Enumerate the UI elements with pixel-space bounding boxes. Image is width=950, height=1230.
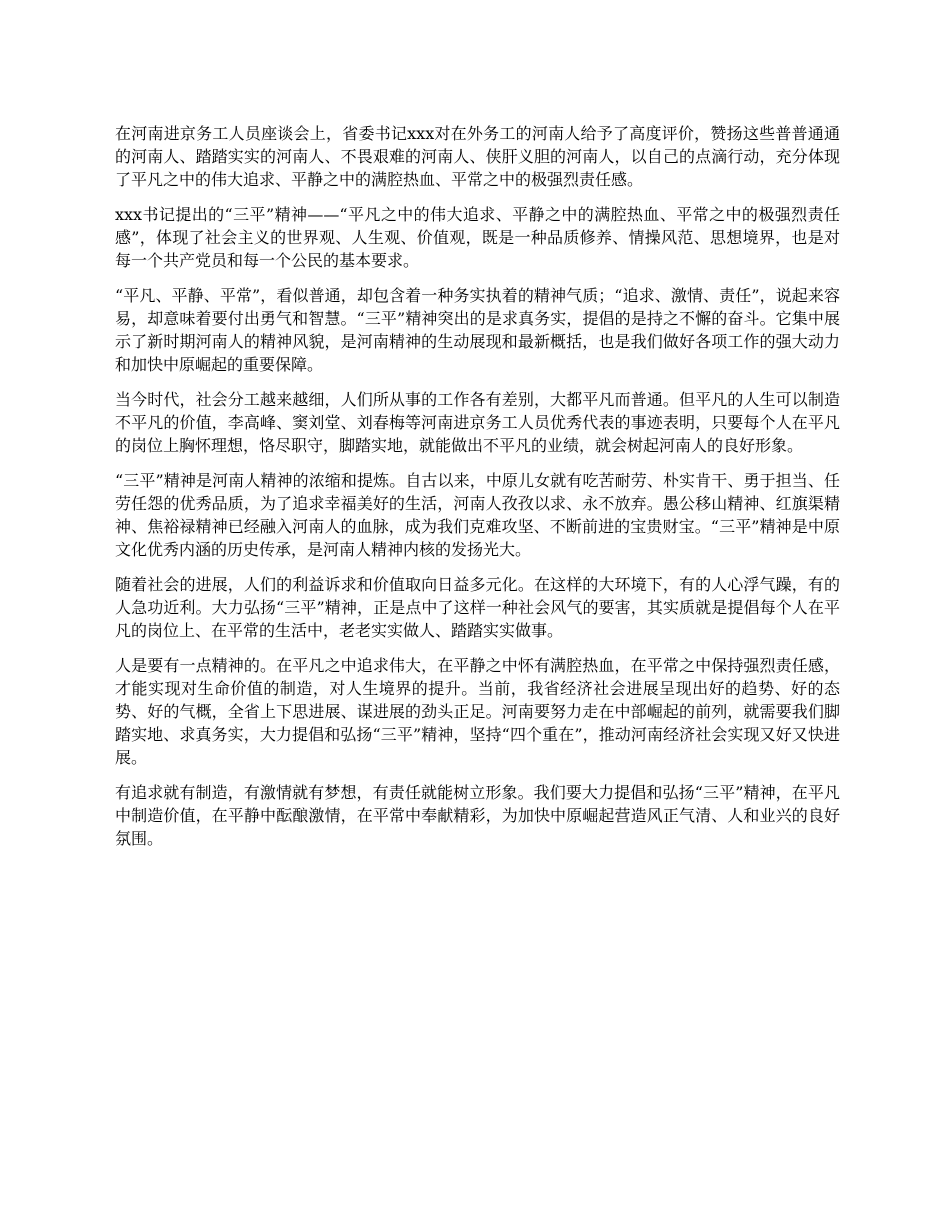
paragraph-2: xxx书记提出的“三平”精神——“平凡之中的伟大追求、平静之中的满腔热血、平常之中的极强烈责任感”，体现了社会主义的世界观、人生观、价值观，既是一种品质修养、情操风范、思想境界，也是对每一个共产党员和每一个公民的基本要求。 [115, 205, 840, 270]
paragraph-5: “三平”精神是河南人精神的浓缩和提炼。自古以来，中原儿女就有吃苦耐劳、朴实肯干、勇于担当、任劳任怨的优秀品质，为了追求幸福美好的生活，河南人孜孜以求、永不放弃。愚公移山精神、红旗渠精神、焦裕禄精神已经融入河南人的血脉，成为我们克难攻坚、不断前进的宝贵财宝。“三平”精神是中原文化优秀内涵的历史传承，是河南人精神内核的发扬光大。 [115, 471, 840, 559]
document-page [115, 122, 840, 862]
paragraph-7: 人是要有一点精神的。在平凡之中追求伟大，在平静之中怀有满腔热血，在平常之中保持强烈责任感，才能实现对生命价值的制造，对人生境界的提升。当前，我省经济社会进展呈现出好的趋势、好的态势、好的气概，全省上下思进展、谋进展的劲头正足。河南要努力走在中部崛起的前列，就需要我们脚踏实地、求真务实，大力提倡和弘扬“三平”精神，坚持“四个重在”，推动河南经济社会实现又好又快进展。 [115, 656, 840, 767]
paragraph-1: 在河南进京务工人员座谈会上，省委书记xxx对在外务工的河南人给予了高度评价，赞扬这些普普通通的河南人、踏踏实实的河南人、不畏艰难的河南人、侠肝义胆的河南人，以自己的点滴行动，充分体现了平凡之中的伟大追求、平静之中的满腔热血、平常之中的极强烈责任感。 [115, 124, 840, 189]
paragraph-4: 当今时代，社会分工越来越细，人们所从事的工作各有差别，大都平凡而普通。但平凡的人生可以制造不平凡的价值，李高峰、窦刘堂、刘春梅等河南进京务工人员优秀代表的事迹表明，只要每个人在平凡的岗位上胸怀理想，恪尽职守，脚踏实地，就能做出不平凡的业绩，就会树起河南人的良好形象。 [115, 390, 840, 455]
paragraph-6: 随着社会的进展，人们的利益诉求和价值取向日益多元化。在这样的大环境下，有的人心浮气躁，有的人急功近利。大力弘扬“三平”精神，正是点中了这样一种社会风气的要害，其实质就是提倡每个人在平凡的岗位上、在平常的生活中，老老实实做人、踏踏实实做事。 [115, 575, 840, 640]
paragraph-3: “平凡、平静、平常”，看似普通，却包含着一种务实执着的精神气质；“追求、激情、责任”，说起来容易，却意味着要付出勇气和智慧。“三平”精神突出的是求真务实，提倡的是持之不懈的奋斗。它集中展示了新时期河南人的精神风貌，是河南精神的生动展现和最新概括，也是我们做好各项工作的强大动力和加快中原崛起的重要保障。 [115, 286, 840, 374]
paragraph-8: 有追求就有制造，有激情就有梦想，有责任就能树立形象。我们要大力提倡和弘扬“三平”精神，在平凡中制造价值，在平静中酝酿激情，在平常中奉献精彩，为加快中原崛起营造风正气清、人和业兴的良好氛围。 [115, 783, 840, 848]
